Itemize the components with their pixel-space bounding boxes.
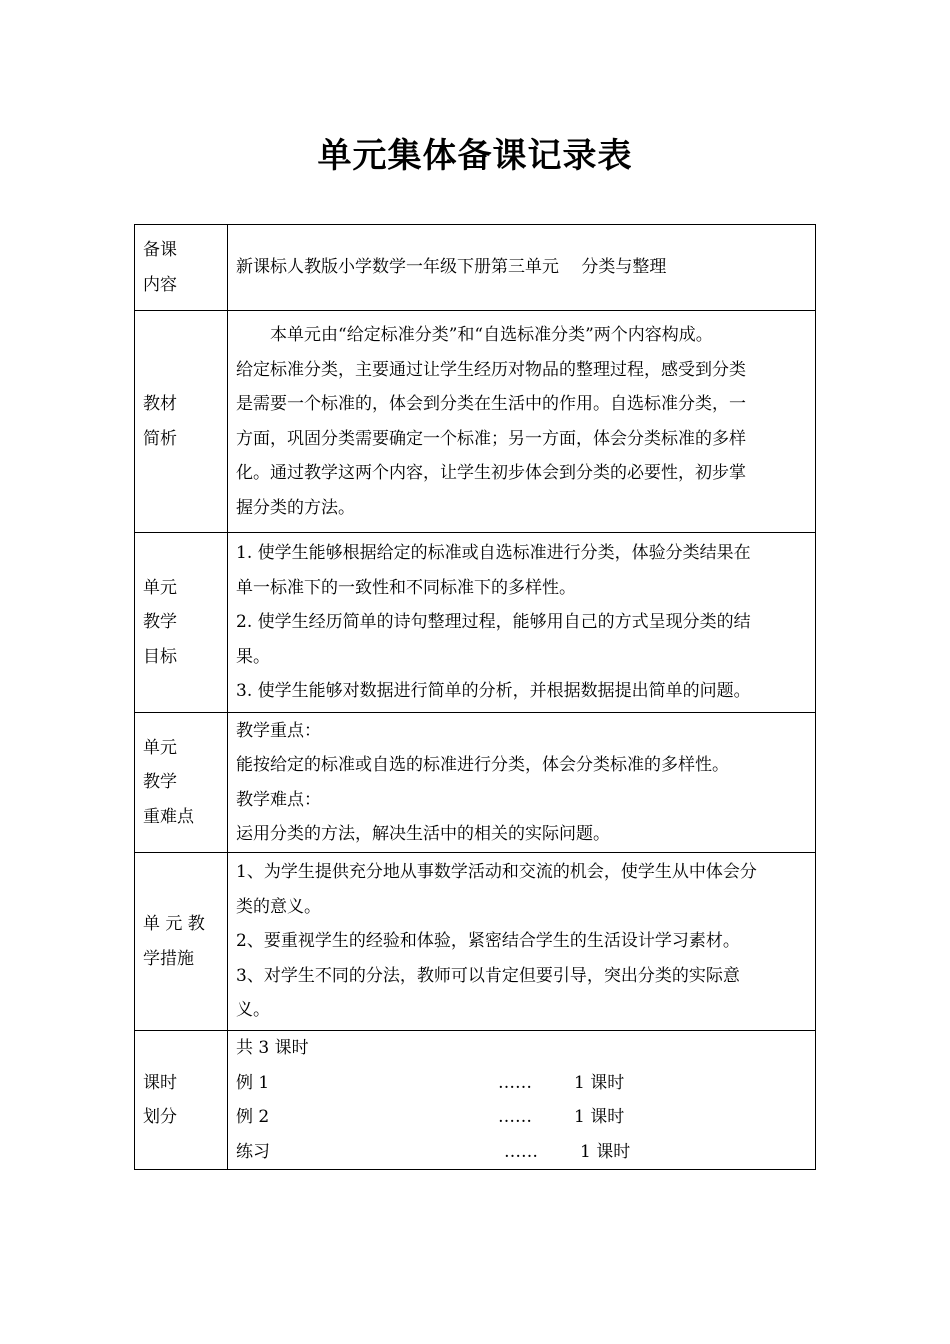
row-measures bbox=[135, 853, 816, 1031]
content-text: 新课标人教版小学数学一年级下册第三单元 分类与整理 bbox=[228, 225, 816, 311]
label-measures: 单 元 教 学措施 bbox=[135, 853, 228, 1031]
row-key-points bbox=[135, 713, 816, 853]
schedule-total: 共 3 课时 bbox=[236, 1038, 309, 1058]
schedule-item: 练习 …… 1 课时 bbox=[236, 1141, 631, 1162]
analysis-text: 本单元由“给定标准分类”和“自选标准分类”两个内容构成。 给定标准分类，主要通过让学生经历对物品的整理过程，感受到分类 是需要一个标准的，体会到分类在生活中的作用。自选标准分类，一 方面，巩固分类需要确定一个标准；另一方面，体会分类标准的多样 化。通过教学这两个内容，让学生初步体会到分类的必要性，初步掌 握分类的方法。 bbox=[228, 311, 816, 533]
schedule-text bbox=[228, 1031, 816, 1170]
label-schedule: 课时 划分 bbox=[135, 1031, 228, 1170]
lesson-plan-table bbox=[134, 224, 816, 1170]
schedule-item: 例 2 …… 1 课时 bbox=[236, 1107, 625, 1127]
row-content bbox=[135, 225, 816, 311]
key-points-text: 教学重点： 能按给定的标准或自选的标准进行分类，体会分类标准的多样性。 教学难点： 运用分类的方法，解决生活中的相关的实际问题。 bbox=[228, 713, 816, 853]
row-schedule bbox=[135, 1031, 816, 1170]
goals-text: 1. 使学生能够根据给定的标准或自选标准进行分类，体验分类结果在 单一标准下的一致性和不同标准下的多样性。 2. 使学生经历简单的诗句整理过程，能够用自己的方式呈现分类的结 果。 3. 使学生能够对数据进行简单的分析，并根据数据提出简单的问题。 bbox=[228, 533, 816, 713]
measures-text: 1、为学生提供充分地从事数学活动和交流的机会，使学生从中体会分 类的意义。 2、要重视学生的经验和体验，紧密结合学生的生活设计学习素材。 3、对学生不同的分法，教师可以肯定但要引导，突出分类的实际意 义。 bbox=[228, 853, 816, 1031]
schedule-item: 例 1 …… 1 课时 bbox=[236, 1072, 625, 1093]
label-goals: 单元 教学 目标 bbox=[135, 533, 228, 713]
label-key-points: 单元 教学 重难点 bbox=[135, 713, 228, 853]
label-content: 备课 内容 bbox=[135, 225, 228, 311]
row-goals bbox=[135, 533, 816, 713]
label-analysis: 教材 简析 bbox=[135, 311, 228, 533]
page-title: 单元集体备课记录表 bbox=[317, 136, 633, 176]
row-analysis bbox=[135, 311, 816, 533]
